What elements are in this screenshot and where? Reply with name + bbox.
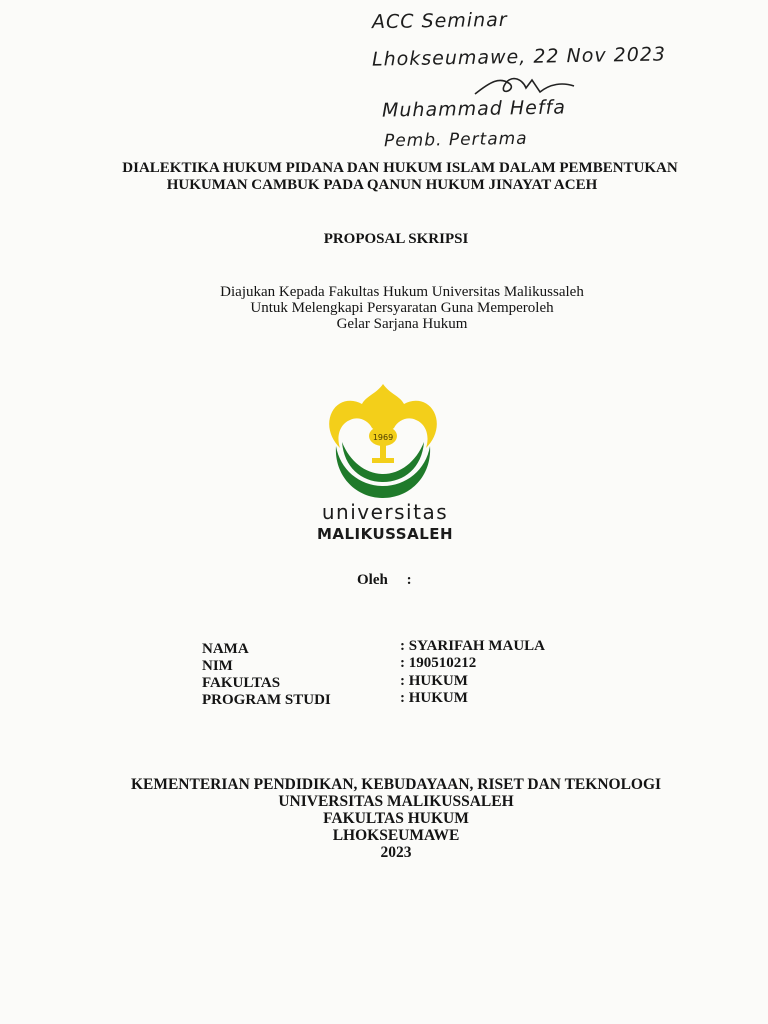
- identity-label-nama: NAMA: [202, 641, 249, 657]
- institution-footer: [0, 776, 768, 861]
- logo-word-malikussaleh: MALIKUSSALEH: [316, 525, 454, 543]
- identity-value-nim: : 190510212: [400, 655, 477, 671]
- intro-line-1: Diajukan Kepada Fakultas Hukum Universitas Malikussaleh: [220, 284, 584, 300]
- footer-city: LHOKSEUMAWE: [332, 827, 460, 844]
- footer-ministry: KEMENTERIAN PENDIDIKAN, KEBUDAYAAN, RISET DAN TEKNOLOGI: [130, 776, 662, 793]
- logo-year: 1969: [372, 433, 394, 442]
- handwritten-supervisor-name: Muhammad Heffa: [381, 96, 567, 122]
- oleh-label: Oleh :: [357, 572, 412, 588]
- footer-year: 2023: [380, 844, 412, 861]
- document-type: PROPOSAL SKRIPSI: [323, 231, 469, 247]
- thesis-title: [0, 160, 768, 194]
- submission-statement: [0, 284, 768, 332]
- identity-label-program-studi: PROGRAM STUDI: [202, 692, 331, 708]
- identity-value-nama: : SYARIFAH MAULA: [400, 638, 546, 654]
- title-line-2: HUKUMAN CAMBUK PADA QANUN HUKUM JINAYAT ACEH: [166, 177, 598, 193]
- footer-faculty: FAKULTAS HUKUM: [323, 810, 469, 827]
- intro-line-3: Gelar Sarjana Hukum: [336, 316, 468, 332]
- handwritten-place-date: Lhokseumawe, 22 Nov 2023: [371, 43, 667, 71]
- logo-word-universitas: universitas: [321, 500, 449, 524]
- identity-value-program-studi: : HUKUM: [400, 690, 468, 706]
- intro-line-2: Untuk Melengkapi Persyaratan Guna Memperoleh: [250, 300, 554, 316]
- identity-value-fakultas: : HUKUM: [400, 673, 468, 689]
- footer-university: UNIVERSITAS MALIKUSSALEH: [278, 793, 514, 810]
- handwritten-supervisor-role: Pemb. Pertama: [383, 128, 528, 152]
- title-line-1: DIALEKTIKA HUKUM PIDANA DAN HUKUM ISLAM DALAM PEMBENTUKAN: [122, 160, 678, 176]
- handwritten-acc-note: ACC Seminar: [371, 8, 508, 34]
- identity-label-nim: NIM: [202, 658, 233, 674]
- identity-label-fakultas: FAKULTAS: [202, 675, 281, 691]
